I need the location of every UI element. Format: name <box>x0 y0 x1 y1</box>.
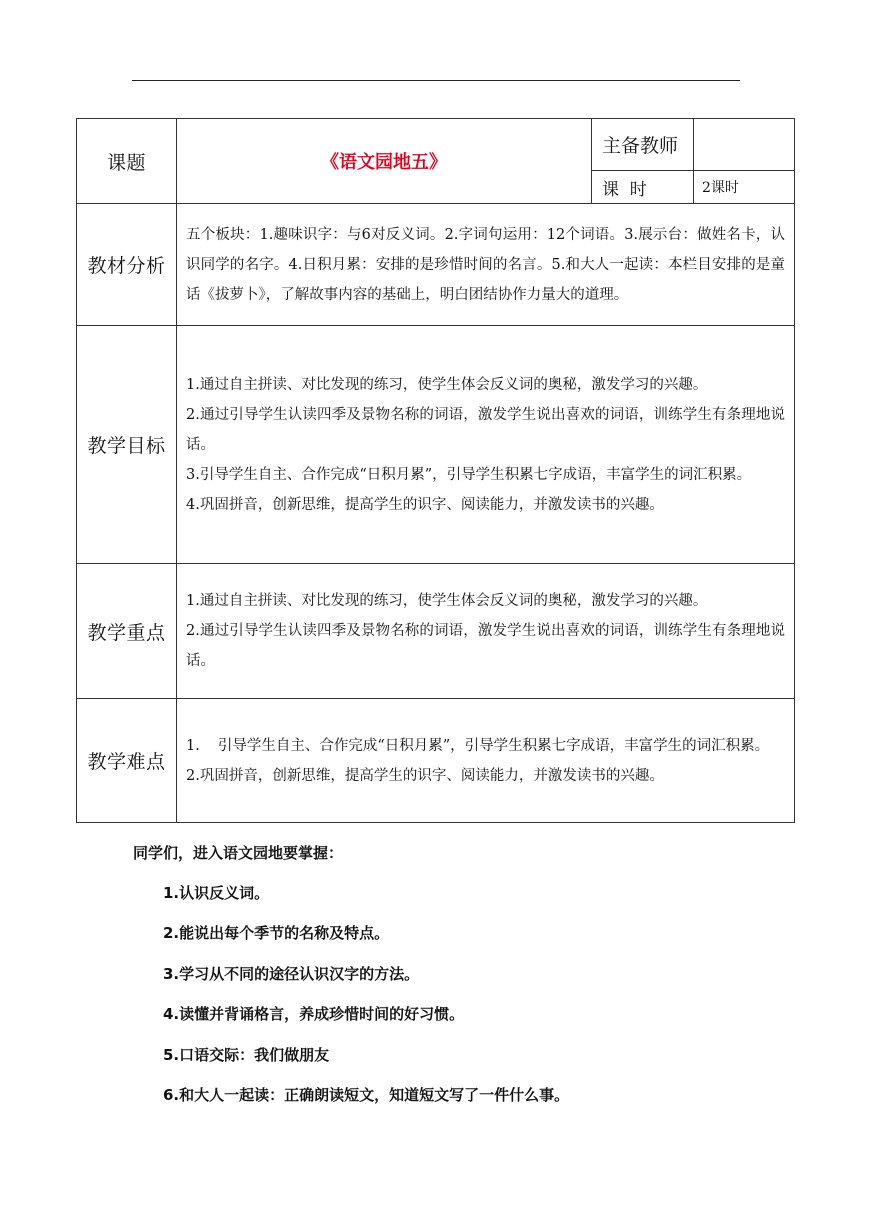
difficulty-item: 2.巩固拼音，创新思维，提高学生的识字、阅读能力，并激发读书的兴趣。 <box>186 767 664 784</box>
mastery-item: 5.口语交际：我们做朋友 <box>163 1046 330 1064</box>
key-points-content <box>177 564 795 699</box>
topic-row <box>77 119 795 171</box>
goals-content <box>177 326 795 564</box>
goals-row <box>77 326 795 564</box>
header-rule <box>132 80 740 81</box>
goal-item: 4.巩固拼音，创新思维，提高学生的识字、阅读能力，并激发读书的兴趣。 <box>186 496 664 513</box>
lesson-plan-table <box>76 118 795 823</box>
analysis-row <box>77 204 795 326</box>
topic-label: 课题 <box>77 119 177 204</box>
difficulty-item-number: 1. <box>186 737 200 754</box>
mastery-item: 6.和大人一起读：正确朗读短文，知道短文写了一件什么事。 <box>163 1086 570 1104</box>
key-points-row <box>77 564 795 699</box>
mastery-item: 1.认识反义词。 <box>163 884 270 902</box>
goal-item: 1.通过自主拼读、对比发现的练习，使学生体会反义词的奥秘，激发学习的兴趣。 <box>186 376 708 393</box>
analysis-label: 教材分析 <box>77 204 177 326</box>
key-point-item: 2.通过引导学生认读四季及景物名称的词语，激发学生说出喜欢的词语，训练学生有条理地说话。 <box>186 623 785 669</box>
difficulty-item-text: 引导学生自主、合作完成“日积月累”，引导学生积累七字成语，丰富学生的词汇积累。 <box>217 737 770 754</box>
difficulty-item <box>186 731 785 761</box>
mastery-item: 2.能说出每个季节的名称及特点。 <box>163 924 390 942</box>
mastery-intro: 同学们，进入语文园地要掌握： <box>133 844 344 862</box>
key-points-label: 教学重点 <box>77 564 177 699</box>
goal-item: 3.引导学生自主、合作完成“日积月累”，引导学生积累七字成语，丰富学生的词汇积累。 <box>186 466 752 483</box>
lesson-title: 《语文园地五》 <box>177 119 592 204</box>
difficulties-row <box>77 699 795 823</box>
key-point-item: 1.通过自主拼读、对比发现的练习，使学生体会反义词的奥秘，激发学习的兴趣。 <box>186 593 708 609</box>
difficulties-label: 教学难点 <box>77 699 177 823</box>
teacher-label: 主备教师 <box>592 119 694 171</box>
analysis-text: 五个板块：1.趣味识字：与6对反义词。2.字词句运用：12个词语。3.展示台：做姓名卡，认识同学的名字。4.日积月累：安排的是珍惜时间的名言。5.和大人一起读：本栏目安排的是童话《拔萝卜》，了解故事内容的基础上，明白团结协作力量大的道理。 <box>177 204 795 326</box>
class-hours-label <box>592 171 694 204</box>
class-hours-label-text: 课 时 <box>602 179 647 200</box>
difficulties-content <box>177 699 795 823</box>
goal-item: 2.通过引导学生认读四季及景物名称的词语，激发学生说出喜欢的词语，训练学生有条理地说话。 <box>186 406 785 453</box>
class-hours-value: 2课时 <box>694 171 795 204</box>
mastery-item: 4.读懂并背诵格言，养成珍惜时间的好习惯。 <box>163 1005 465 1023</box>
mastery-item: 3.学习从不同的途径认识汉字的方法。 <box>163 965 420 983</box>
goals-label: 教学目标 <box>77 326 177 564</box>
teacher-value <box>694 119 795 171</box>
